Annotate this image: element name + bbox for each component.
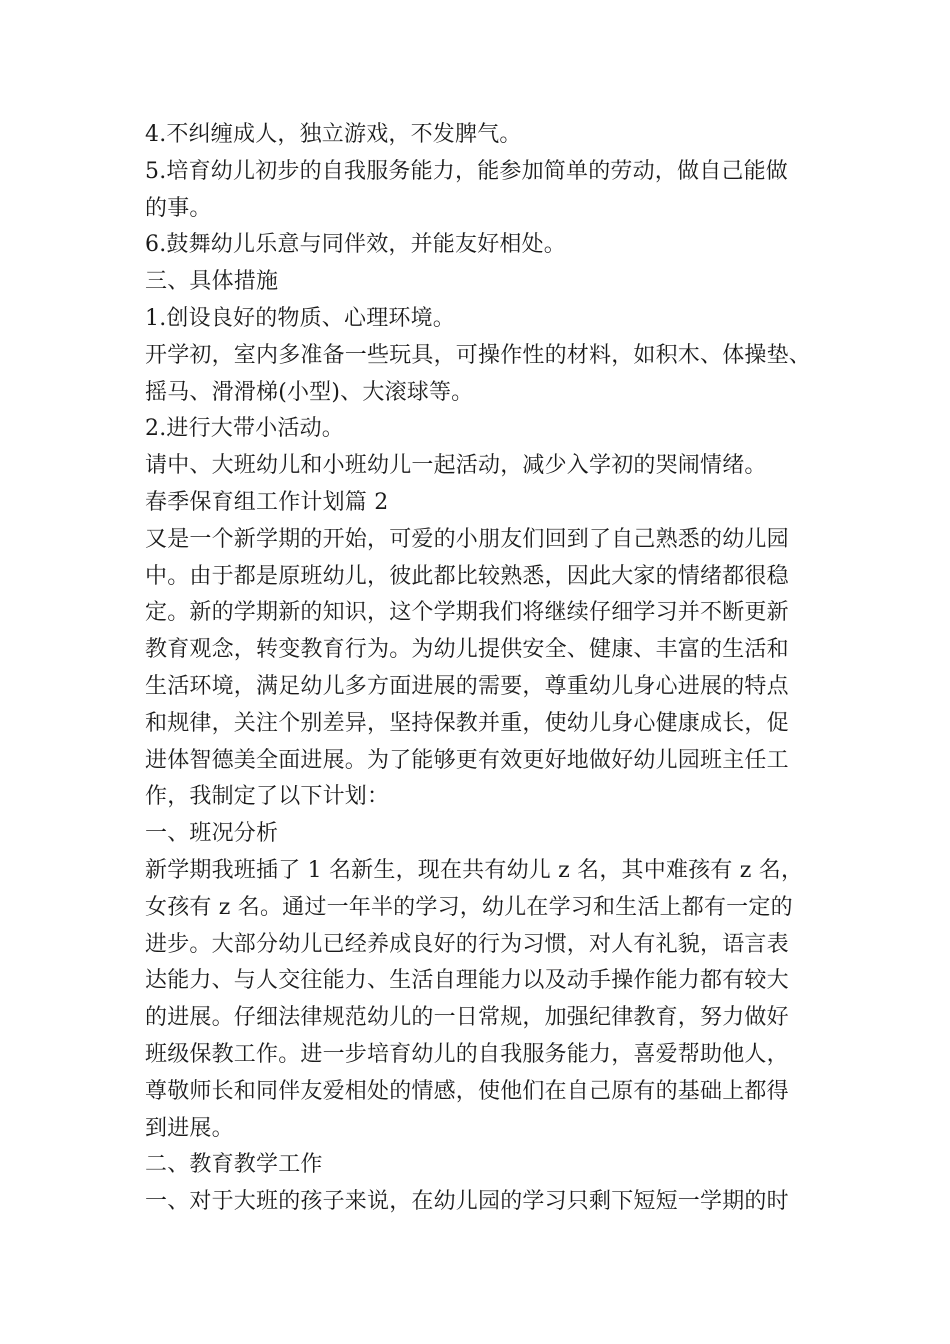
text-line-18: 进体智德美全面进展。为了能够更有效更好地做好幼儿园班主任工 — [145, 747, 789, 773]
text-line-25: 的进展。仔细法律规范幼儿的一日常规，加强纪律教育，努力做好 — [145, 1005, 789, 1031]
text-line-27: 尊敬师长和同伴友爱相处的情感，使他们在自己原有的基础上都得 — [145, 1078, 789, 1104]
text-line-6: 1.创设良好的物质、心理环境。 — [145, 305, 455, 331]
text-line-24: 达能力、与人交往能力、生活自理能力以及动手操作能力都有较大 — [145, 968, 789, 994]
text-line-2: 5.培育幼儿初步的自我服务能力，能参加简单的劳动，做自己能做 — [145, 158, 788, 184]
text-line-12: 又是一个新学期的开始，可爱的小朋友们回到了自己熟悉的幼儿园 — [145, 526, 789, 552]
text-line-7: 开学初，室内多准备一些玩具，可操作性的材料，如积木、体操垫、 — [145, 342, 812, 368]
text-line-22: 女孩有 z 名。通过一年半的学习，幼儿在学习和生活上都有一定的 — [145, 894, 793, 920]
text-line-1: 4.不纠缠成人，独立游戏，不发脾气。 — [145, 122, 522, 147]
text-line-10: 请中、大班幼儿和小班幼儿一起活动，减少入学初的哭闹情绪。 — [145, 453, 767, 479]
text-line-28: 到进展。 — [145, 1115, 234, 1141]
document-body — [145, 117, 815, 1221]
text-line-30: 一、对于大班的孩子来说，在幼儿园的学习只剩下短短一学期的时 — [145, 1189, 789, 1215]
text-line-21: 新学期我班插了 1 名新生，现在共有幼儿 z 名，其中难孩有 z 名， — [145, 857, 804, 883]
section-heading-class-analysis: 一、班况分析 — [145, 821, 279, 847]
text-line-15: 教育观念，转变教育行为。为幼儿提供安全、健康、丰富的生活和 — [145, 637, 789, 663]
text-line-17: 和规律，关注个别差异，坚持保教并重，使幼儿身心健康成长，促 — [145, 710, 789, 736]
text-line-8: 摇马、滑滑梯(小型)、大滚球等。 — [145, 379, 474, 405]
text-line-13: 中。由于都是原班幼儿，彼此都比较熟悉，因此大家的情绪都很稳 — [145, 563, 789, 589]
section-heading-teaching: 二、教育教学工作 — [145, 1152, 323, 1178]
text-line-14: 定。新的学期新的知识，这个学期我们将继续仔细学习并不断更新 — [145, 600, 789, 626]
section-heading-measures: 三、具体措施 — [145, 269, 279, 295]
text-line-23: 进步。大部分幼儿已经养成良好的行为习惯，对人有礼貌，语言表 — [145, 931, 789, 957]
text-line-3: 的事。 — [145, 195, 212, 221]
text-line-26: 班级保教工作。进一步培育幼儿的自我服务能力，喜爱帮助他人， — [145, 1041, 789, 1067]
article-title-part-2: 春季保育组工作计划篇 2 — [145, 489, 389, 515]
text-line-16: 生活环境，满足幼儿多方面进展的需要，尊重幼儿身心进展的特点 — [145, 673, 789, 699]
text-line-4: 6.鼓舞幼儿乐意与同伴效，并能友好相处。 — [145, 232, 566, 258]
text-line-19: 作，我制定了以下计划： — [145, 784, 390, 810]
text-line-9: 2.进行大带小活动。 — [145, 416, 344, 442]
